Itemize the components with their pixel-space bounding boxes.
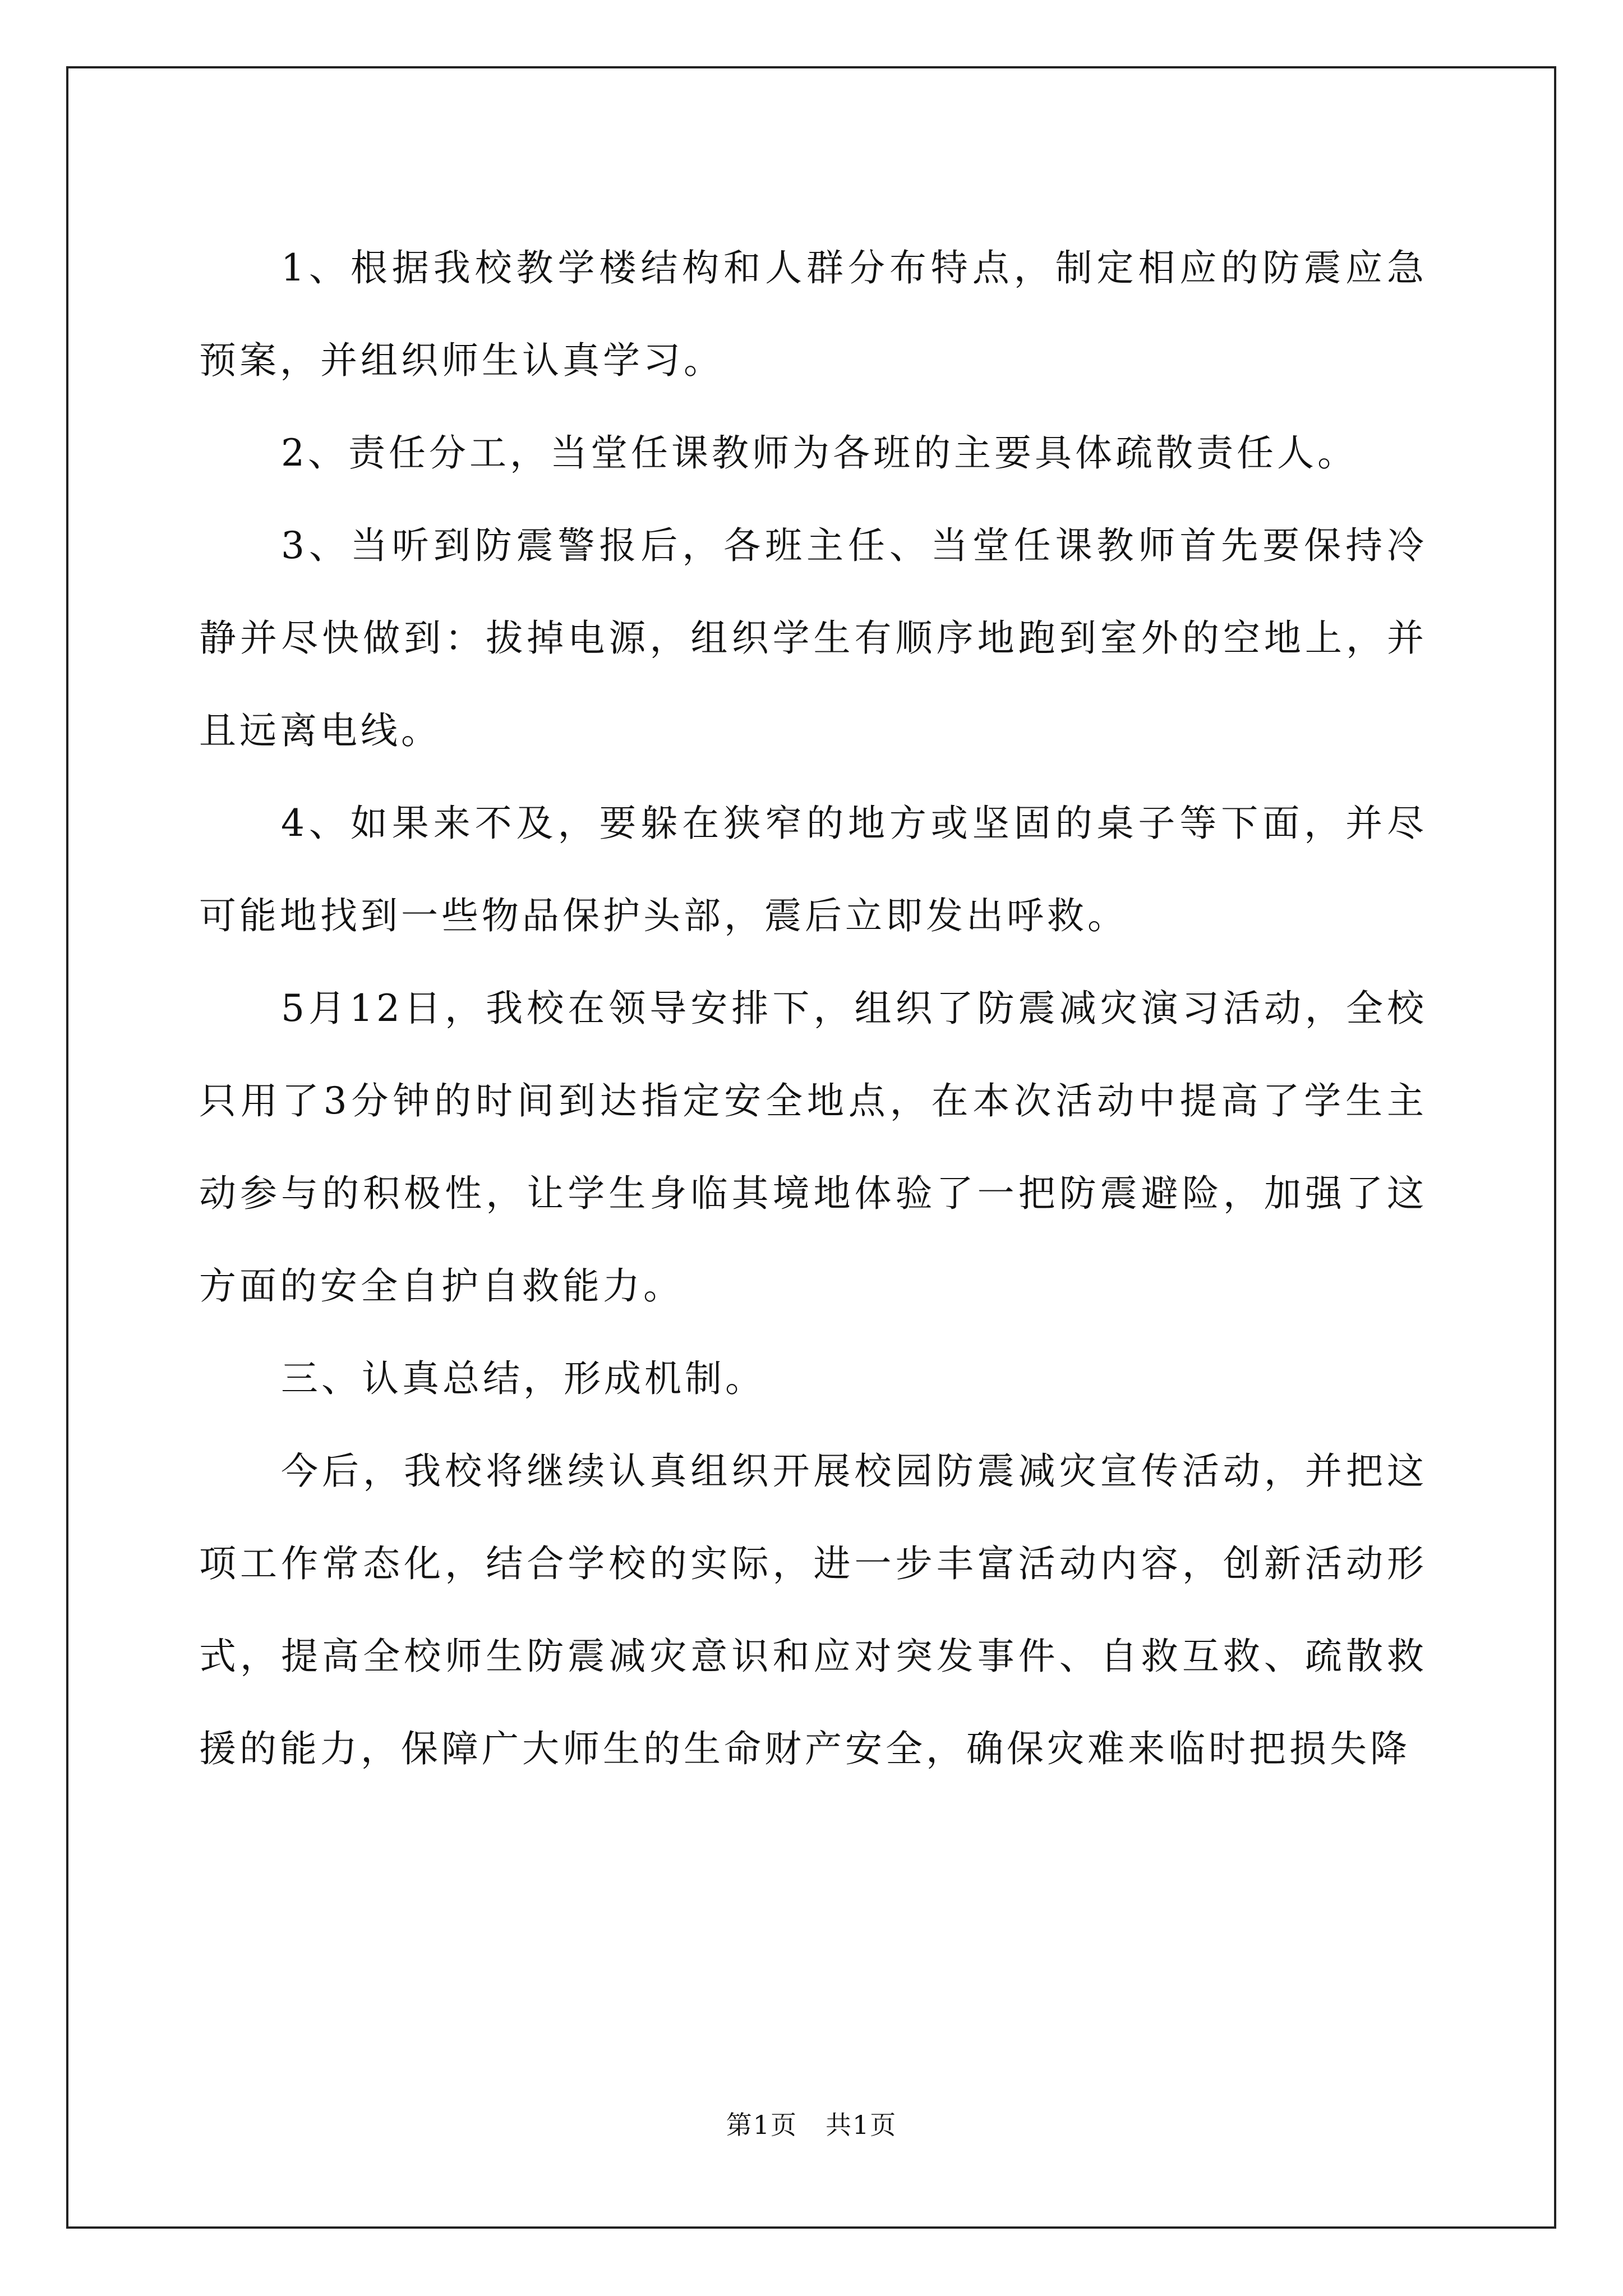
section-heading: 三、认真总结，形成机制。 (281, 1357, 766, 1400)
page-footer (0, 2105, 1623, 2142)
paragraph: 2、责任分工，当堂任课教师为各班的主要具体疏散责任人。 (281, 431, 1358, 475)
page-total: 共1页 (826, 2110, 897, 2140)
paragraph: 4、如果来不及，要躲在狭窄的地方或坚固的桌子等下面，并尽可能地找到一些物品保护头部，震后立即发出呼救。 (199, 802, 1427, 937)
paragraph: 3、当听到防震警报后，各班主任、当堂任课教师首先要保持冷静并尽快做到：拔掉电源，组织学生有顺序地跑到室外的空地上，并且远离电线。 (199, 524, 1427, 752)
page-number: 第1页 (726, 2110, 797, 2140)
paragraph: 1、根据我校教学楼结构和人群分布特点，制定相应的防震应急预案，并组织师生认真学习。 (199, 246, 1427, 382)
paragraph: 今后，我校将继续认真组织开展校园防震减灾宣传活动，并把这项工作常态化，结合学校的实际，进一步丰富活动内容，创新活动形式，提高全校师生防震减灾意识和应对突发事件、自救互救、疏散救援的能力，保障广大师生的生命财产安全，确保灾难来临时把损失降 (199, 1450, 1427, 1770)
paragraph: 5月12日，我校在领导安排下，组织了防震减灾演习活动，全校只用了3分钟的时间到达指定安全地点，在本次活动中提高了学生主动参与的积极性，让学生身临其境地体验了一把防震避险，加强了这方面的安全自护自救能力。 (199, 987, 1427, 1308)
document-body (199, 222, 1427, 1795)
